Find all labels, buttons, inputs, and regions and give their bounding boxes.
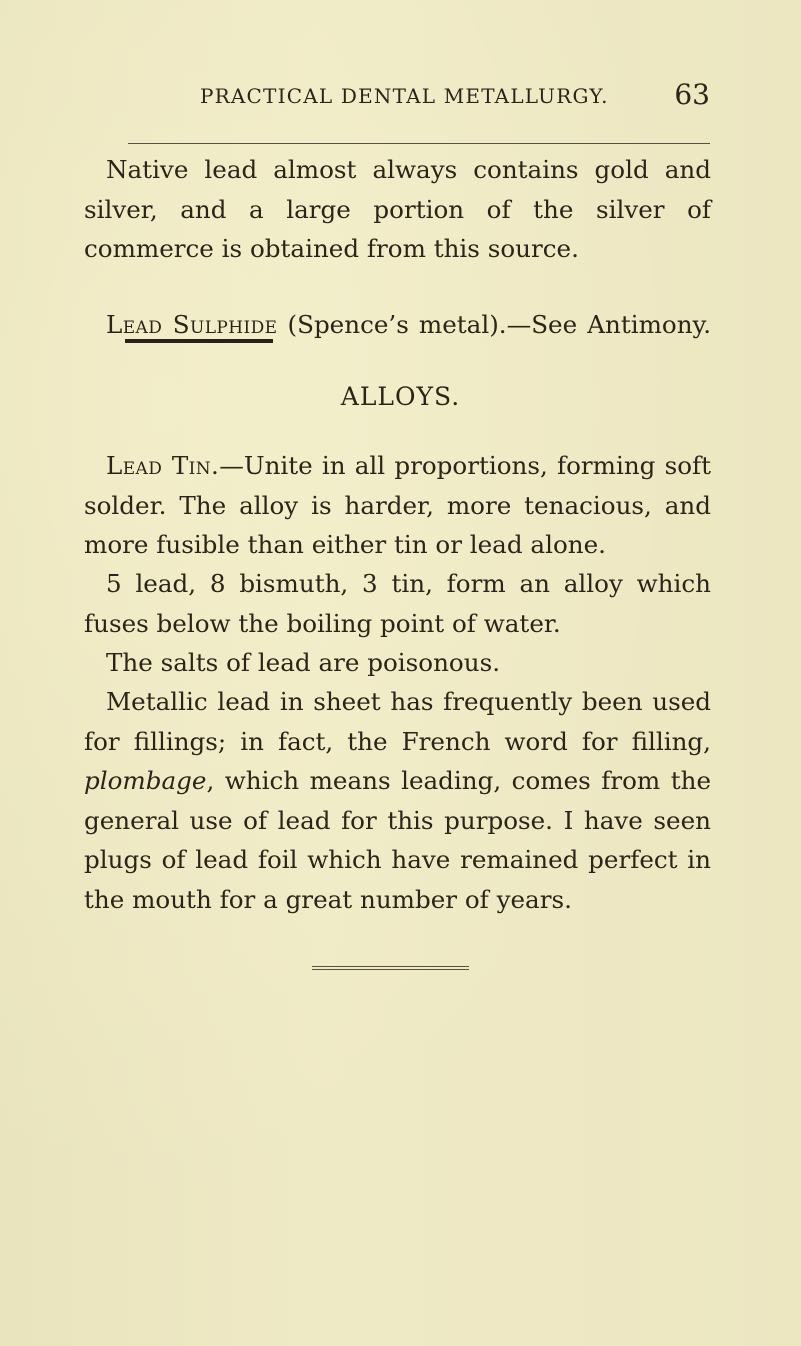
paragraph-text-end: , which means leading, comes from the general use of lead for this purpose. I have seen plugs of lead foil which have remained perfect in the mouth for a great number of years. xyxy=(84,766,711,914)
paragraph-bismuth-alloy xyxy=(84,564,711,643)
entry-text: (Spence’s metal).—See Antimony. xyxy=(277,310,712,339)
paragraph-text: Native lead almost always contains gold and silver, and a large portion of the silver of commerce is obtained from this source. xyxy=(84,155,711,263)
entry-lead-tin xyxy=(84,446,711,565)
paragraph-text: 5 lead, 8 bismuth, 3 tin, form an alloy which fuses below the boiling point of water. xyxy=(84,569,711,638)
entry-heading: Lead Tin. xyxy=(106,451,220,480)
paragraph-text-start: Metallic lead in sheet has frequently been used for fillings; in fact, the French word for filling, xyxy=(84,687,711,756)
paragraph-text: The salts of lead are poisonous. xyxy=(106,648,501,677)
paragraph-metallic-lead xyxy=(84,682,711,919)
header-rule xyxy=(128,143,710,144)
paragraph-native-lead xyxy=(84,150,711,269)
entry-text: —Unite in all proportions, forming soft solder. The alloy is harder, more tenacious, and more fusible than either tin or lead alone. xyxy=(84,451,711,559)
paragraph-salts xyxy=(84,643,711,683)
end-rule-top xyxy=(312,966,469,967)
running-head xyxy=(200,78,710,118)
page-number: 63 xyxy=(674,78,710,111)
end-rule-bottom xyxy=(312,969,469,970)
pencil-underline-mark xyxy=(125,339,273,343)
section-title-alloys: ALLOYS. xyxy=(340,382,461,411)
entry-heading: Lead Sulphide xyxy=(106,310,278,339)
running-title: PRACTICAL DENTAL METALLURGY. xyxy=(200,84,609,108)
italic-term: plombage xyxy=(84,766,207,795)
